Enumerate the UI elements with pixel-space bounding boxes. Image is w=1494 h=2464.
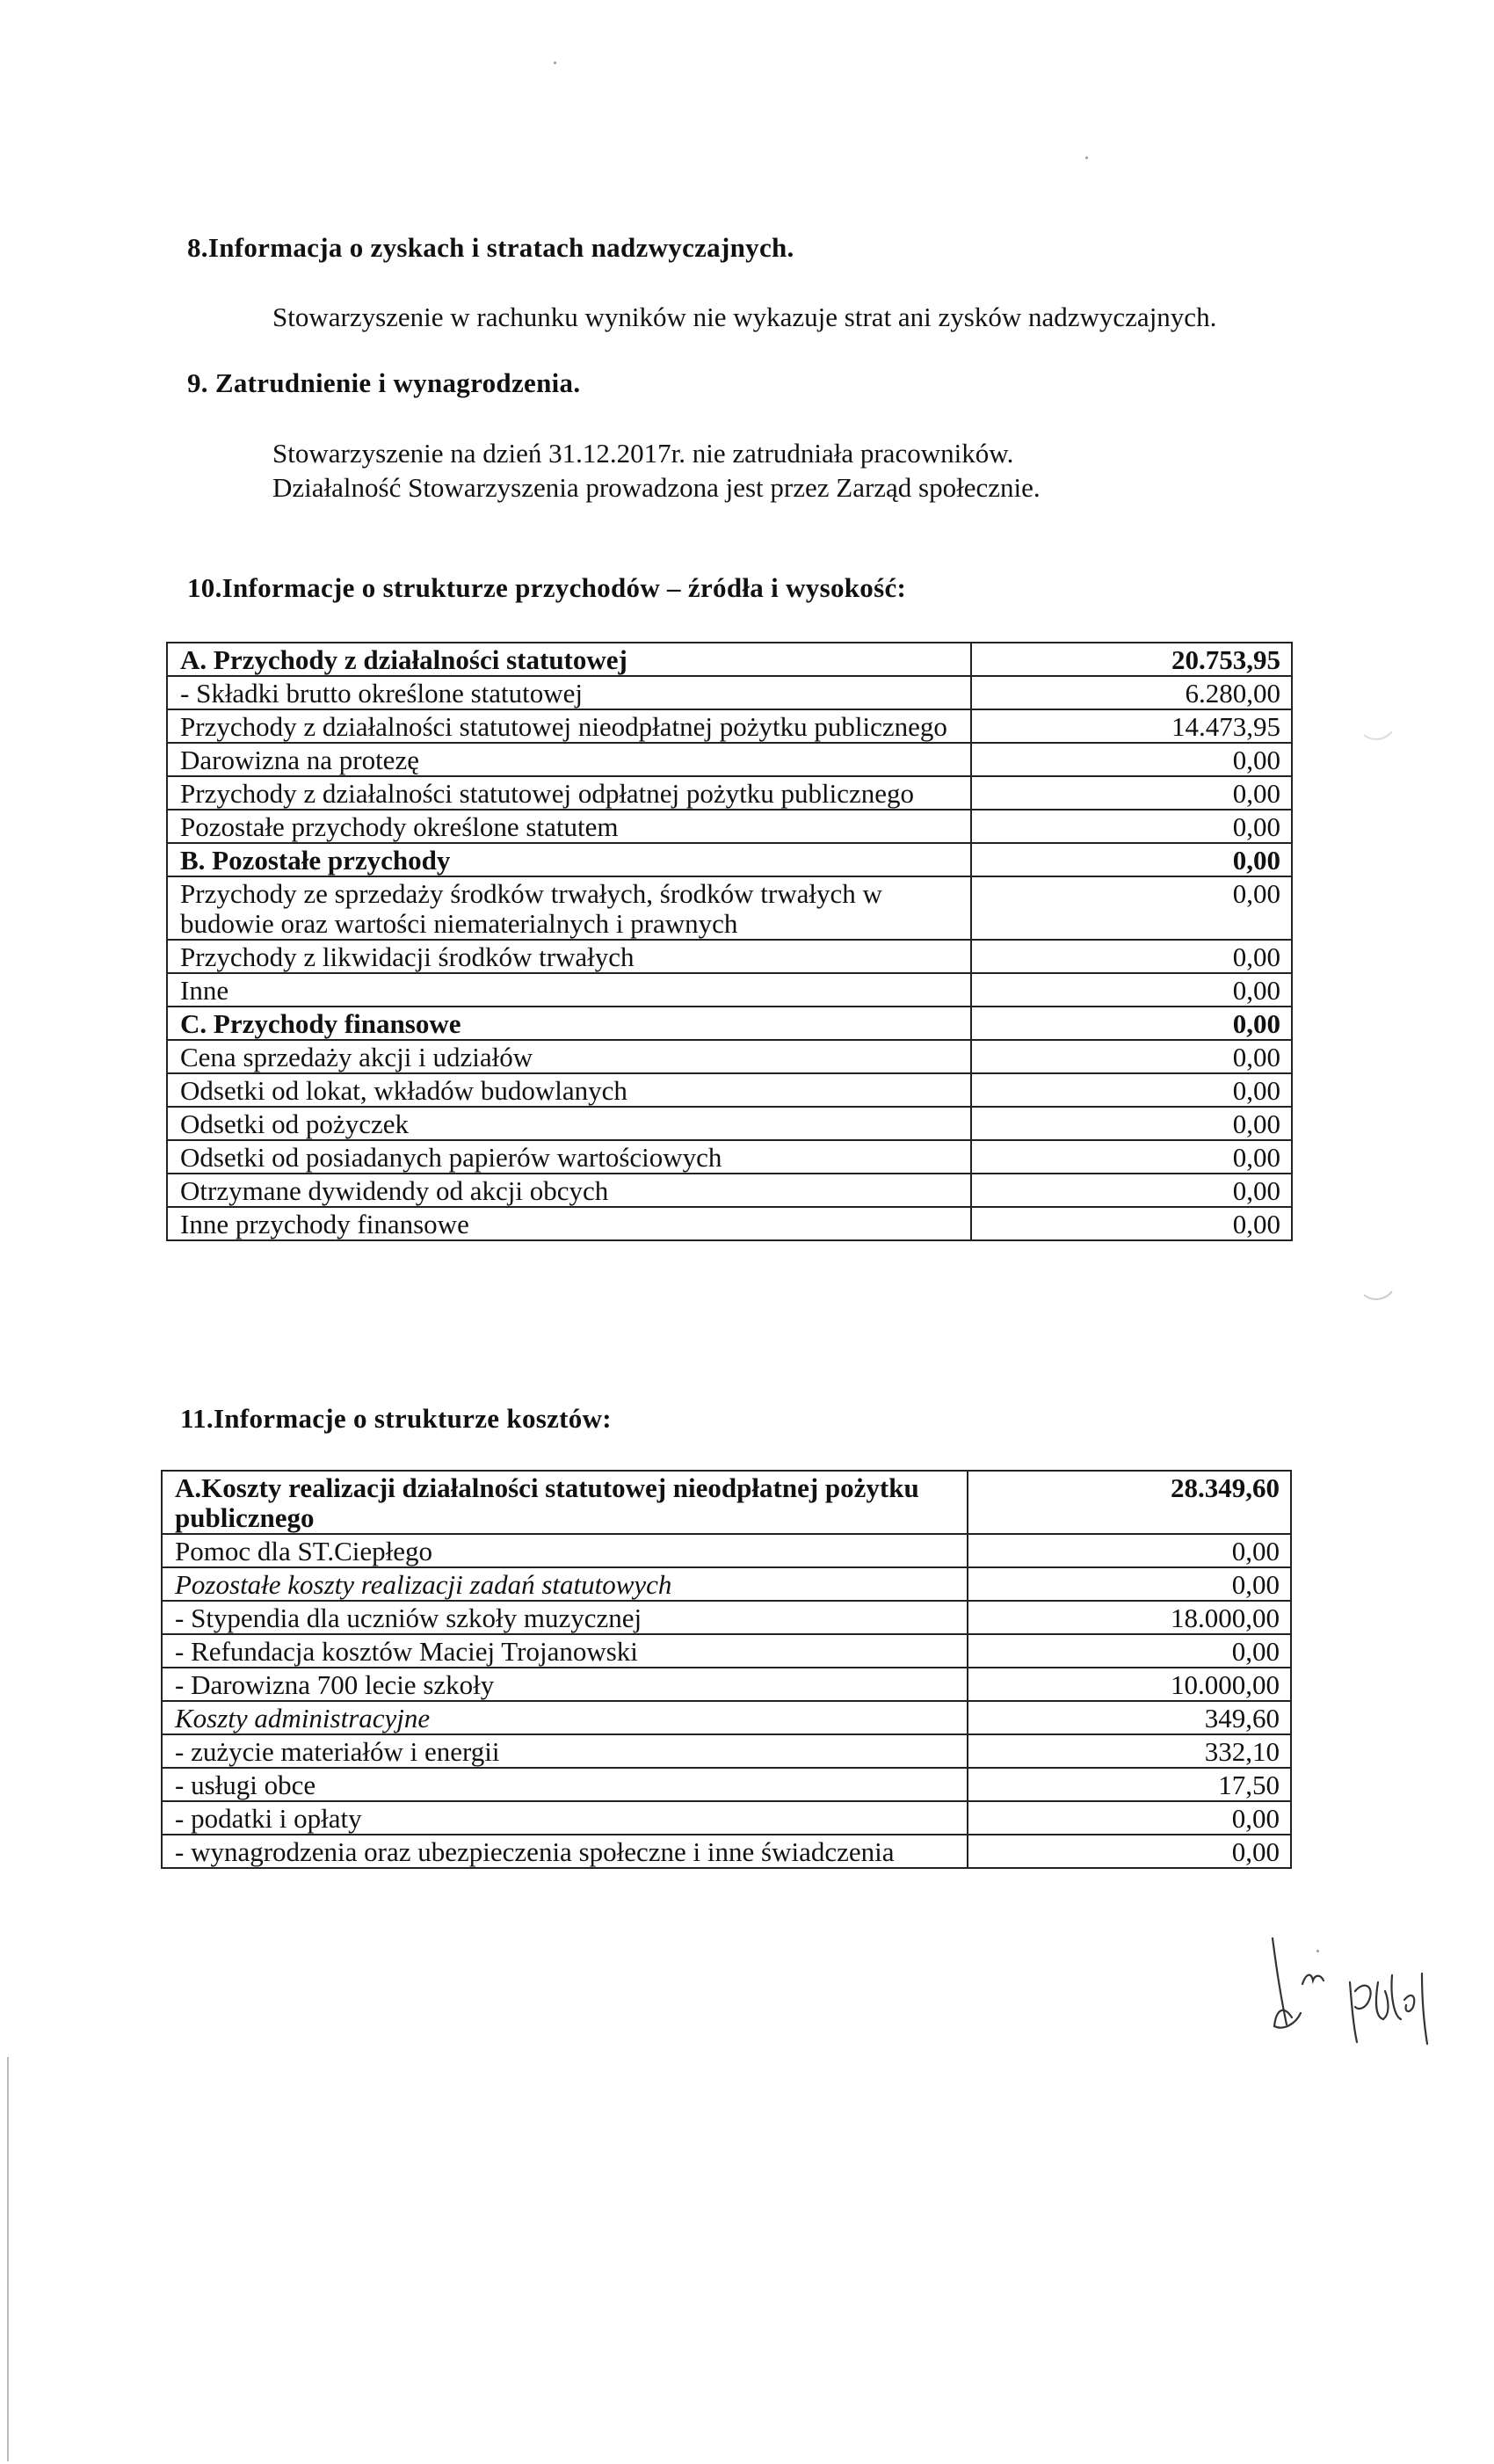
table-row	[167, 1140, 1292, 1174]
section-9-line-1: Stowarzyszenie na dzień 31.12.2017r. nie zatrudniała pracowników.	[272, 438, 1014, 469]
table-row	[162, 1768, 1291, 1801]
cost-label: Pomoc dla ST.Ciepłego	[162, 1534, 968, 1567]
scan-speck	[1085, 156, 1088, 159]
table-row	[162, 1601, 1291, 1634]
cost-value: 332,10	[968, 1734, 1291, 1768]
cost-label: - wynagrodzenia oraz ubezpieczenia społeczne i inne świadczenia	[162, 1835, 968, 1868]
scan-mark	[1360, 1270, 1396, 1305]
revenue-value: 0,00	[971, 1107, 1292, 1140]
cost-table	[161, 1470, 1292, 1869]
revenue-label: - Składki brutto określone statutowej	[167, 676, 971, 709]
cost-label: Pozostałe koszty realizacji zadań statutowych	[162, 1567, 968, 1601]
revenue-label: Przychody z działalności statutowej odpłatnej pożytku publicznego	[167, 776, 971, 810]
cost-label: A.Koszty realizacji działalności statutowej nieodpłatnej pożytku publicznego	[162, 1471, 968, 1534]
revenue-label: C. Przychody finansowe	[167, 1007, 971, 1040]
revenue-value: 0,00	[971, 940, 1292, 973]
cost-label: - zużycie materiałów i energii	[162, 1734, 968, 1768]
revenue-label: Przychody z likwidacji środków trwałych	[167, 940, 971, 973]
scan-speck	[554, 62, 556, 64]
cost-value: 17,50	[968, 1768, 1291, 1801]
cost-value: 0,00	[968, 1634, 1291, 1668]
revenue-label: Inne	[167, 973, 971, 1007]
table-row	[167, 643, 1292, 676]
table-row	[167, 1007, 1292, 1040]
cost-label: - podatki i opłaty	[162, 1801, 968, 1835]
revenue-value: 6.280,00	[971, 676, 1292, 709]
cost-value: 0,00	[968, 1567, 1291, 1601]
revenue-label: B. Pozostałe przychody	[167, 843, 971, 876]
table-row	[167, 1107, 1292, 1140]
scan-speck	[1316, 1950, 1319, 1952]
cost-value: 349,60	[968, 1701, 1291, 1734]
revenue-label: Pozostałe przychody określone statutem	[167, 810, 971, 843]
cost-value: 28.349,60	[968, 1471, 1291, 1534]
revenue-value: 0,00	[971, 1073, 1292, 1107]
revenue-value: 0,00	[971, 1007, 1292, 1040]
revenue-value: 0,00	[971, 810, 1292, 843]
revenue-value: 0,00	[971, 843, 1292, 876]
section-8-heading: 8.Informacja o zyskach i stratach nadzwyczajnych.	[187, 232, 794, 263]
table-row	[167, 1040, 1292, 1073]
table-row	[167, 940, 1292, 973]
table-row	[162, 1471, 1291, 1534]
table-row	[162, 1801, 1291, 1835]
table-row	[162, 1835, 1291, 1868]
handwritten-signature-left	[1257, 1930, 1336, 2044]
section-10-heading: 10.Informacje o strukturze przychodów – źródła i wysokość:	[187, 572, 907, 603]
revenue-value: 0,00	[971, 1140, 1292, 1174]
table-row	[167, 743, 1292, 776]
revenue-label: Odsetki od posiadanych papierów wartościowych	[167, 1140, 971, 1174]
revenue-label: Przychody z działalności statutowej nieodpłatnej pożytku publicznego	[167, 709, 971, 743]
table-row	[167, 1174, 1292, 1207]
table-row	[167, 876, 1292, 940]
table-row	[162, 1701, 1291, 1734]
table-row	[162, 1734, 1291, 1768]
cost-value: 0,00	[968, 1835, 1291, 1868]
cost-label: Koszty administracyjne	[162, 1701, 968, 1734]
section-9-line-2: Działalność Stowarzyszenia prowadzona jest przez Zarząd społecznie.	[272, 472, 1041, 503]
cost-value: 0,00	[968, 1801, 1291, 1835]
cost-label: - Stypendia dla uczniów szkoły muzycznej	[162, 1601, 968, 1634]
cost-label: - Refundacja kosztów Maciej Trojanowski	[162, 1634, 968, 1668]
table-row	[167, 843, 1292, 876]
table-row	[167, 973, 1292, 1007]
cost-label: - usługi obce	[162, 1768, 968, 1801]
table-row	[167, 810, 1292, 843]
revenue-label: Otrzymane dywidendy od akcji obcych	[167, 1174, 971, 1207]
revenue-label: Darowizna na protezę	[167, 743, 971, 776]
handwritten-signature-right	[1343, 1956, 1440, 2048]
revenue-value: 0,00	[971, 1174, 1292, 1207]
cost-value: 0,00	[968, 1534, 1291, 1567]
revenue-label: A. Przychody z działalności statutowej	[167, 643, 971, 676]
revenue-label: Przychody ze sprzedaży środków trwałych, środków trwałych w budowie oraz wartości niematerialnych i prawnych	[167, 876, 971, 940]
cost-value: 18.000,00	[968, 1601, 1291, 1634]
scan-edge-line	[7, 2057, 9, 2461]
revenue-table	[166, 642, 1293, 1241]
cost-label: - Darowizna 700 lecie szkoły	[162, 1668, 968, 1701]
table-row	[162, 1567, 1291, 1601]
table-row	[167, 1207, 1292, 1240]
revenue-value: 0,00	[971, 743, 1292, 776]
scan-mark	[1360, 710, 1396, 745]
table-row	[167, 776, 1292, 810]
revenue-value: 0,00	[971, 1040, 1292, 1073]
table-row	[167, 1073, 1292, 1107]
revenue-label: Inne przychody finansowe	[167, 1207, 971, 1240]
section-11-heading: 11.Informacje o strukturze kosztów:	[180, 1403, 612, 1434]
revenue-label: Odsetki od lokat, wkładów budowlanych	[167, 1073, 971, 1107]
revenue-value: 0,00	[971, 876, 1292, 940]
table-row	[167, 676, 1292, 709]
revenue-label: Cena sprzedaży akcji i udziałów	[167, 1040, 971, 1073]
revenue-value: 0,00	[971, 973, 1292, 1007]
section-8-text: Stowarzyszenie w rachunku wyników nie wykazuje strat ani zysków nadzwyczajnych.	[272, 302, 1217, 332]
revenue-value: 14.473,95	[971, 709, 1292, 743]
revenue-value: 20.753,95	[971, 643, 1292, 676]
section-9-heading: 9. Zatrudnienie i wynagrodzenia.	[187, 367, 581, 398]
cost-value: 10.000,00	[968, 1668, 1291, 1701]
revenue-value: 0,00	[971, 776, 1292, 810]
table-row	[162, 1534, 1291, 1567]
table-row	[162, 1668, 1291, 1701]
revenue-label: Odsetki od pożyczek	[167, 1107, 971, 1140]
table-row	[167, 709, 1292, 743]
revenue-value: 0,00	[971, 1207, 1292, 1240]
table-row	[162, 1634, 1291, 1668]
